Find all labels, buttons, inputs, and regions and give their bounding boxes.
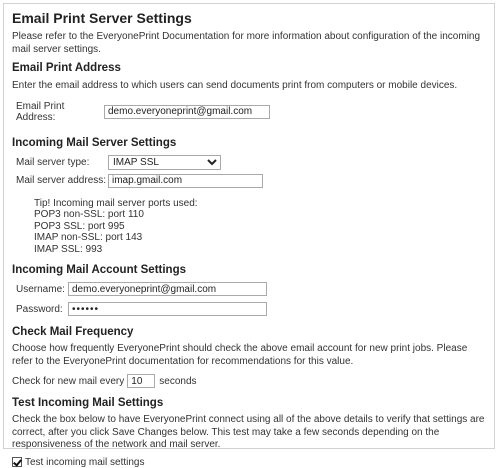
email-print-address-heading: Email Print Address	[12, 62, 121, 74]
frequency-input[interactable]	[127, 374, 155, 388]
ports-tip	[34, 198, 486, 256]
account-heading: Incoming Mail Account Settings	[12, 264, 186, 276]
username-input[interactable]	[68, 282, 267, 296]
ports-tip-line: POP3 non-SSL: port 110	[34, 209, 144, 220]
ports-tip-title: Tip! Incoming mail server ports used:	[34, 197, 198, 209]
ports-tip-line: IMAP non-SSL: port 143	[34, 232, 143, 243]
frequency-description: Choose how frequently EveryonePrint should check the above email account for new print jobs. Please refer to the EveryonePrint documentation for recommendations for this value.	[12, 343, 468, 367]
frequency-heading: Check Mail Frequency	[12, 326, 134, 338]
mail-server-type-label: Mail server type:	[16, 156, 90, 168]
frequency-label: Check for new mail every	[12, 375, 125, 387]
email-print-address-input[interactable]	[104, 105, 270, 119]
mail-server-address-label: Mail server address:	[16, 175, 107, 186]
email-print-address-label: Email Print Address:	[16, 100, 65, 123]
password-label: Password:	[16, 303, 63, 315]
frequency-unit-label: seconds	[159, 375, 197, 387]
username-label: Username:	[16, 283, 65, 295]
ports-tip-line: IMAP SSL: 993	[34, 243, 103, 255]
test-settings-checkbox[interactable]	[12, 457, 22, 467]
email-print-address-description: Enter the email address to which users can send documents print from computers or mobile devices.	[12, 80, 458, 91]
password-input[interactable]	[68, 302, 267, 316]
test-heading: Test Incoming Mail Settings	[12, 397, 164, 409]
mail-server-address-input[interactable]	[108, 174, 263, 188]
ports-tip-line: POP3 SSL: port 995	[34, 220, 125, 232]
page-title: Email Print Server Settings	[12, 10, 192, 26]
intro-text: Please refer to the EveryonePrint Documentation for more information about configuration of the incoming mail server settings.	[12, 31, 481, 55]
mail-server-type-select[interactable]	[108, 155, 221, 170]
test-settings-label[interactable]: Test incoming mail settings	[25, 456, 145, 468]
incoming-server-heading: Incoming Mail Server Settings	[12, 136, 177, 149]
test-description: Check the box below to have EveryonePrint connect using all of the above details to verify that settings are correct, after you click Save Changes below. This test may take a few seconds depending on the responsiveness of the network and mail server.	[12, 414, 485, 450]
settings-panel	[3, 3, 495, 468]
